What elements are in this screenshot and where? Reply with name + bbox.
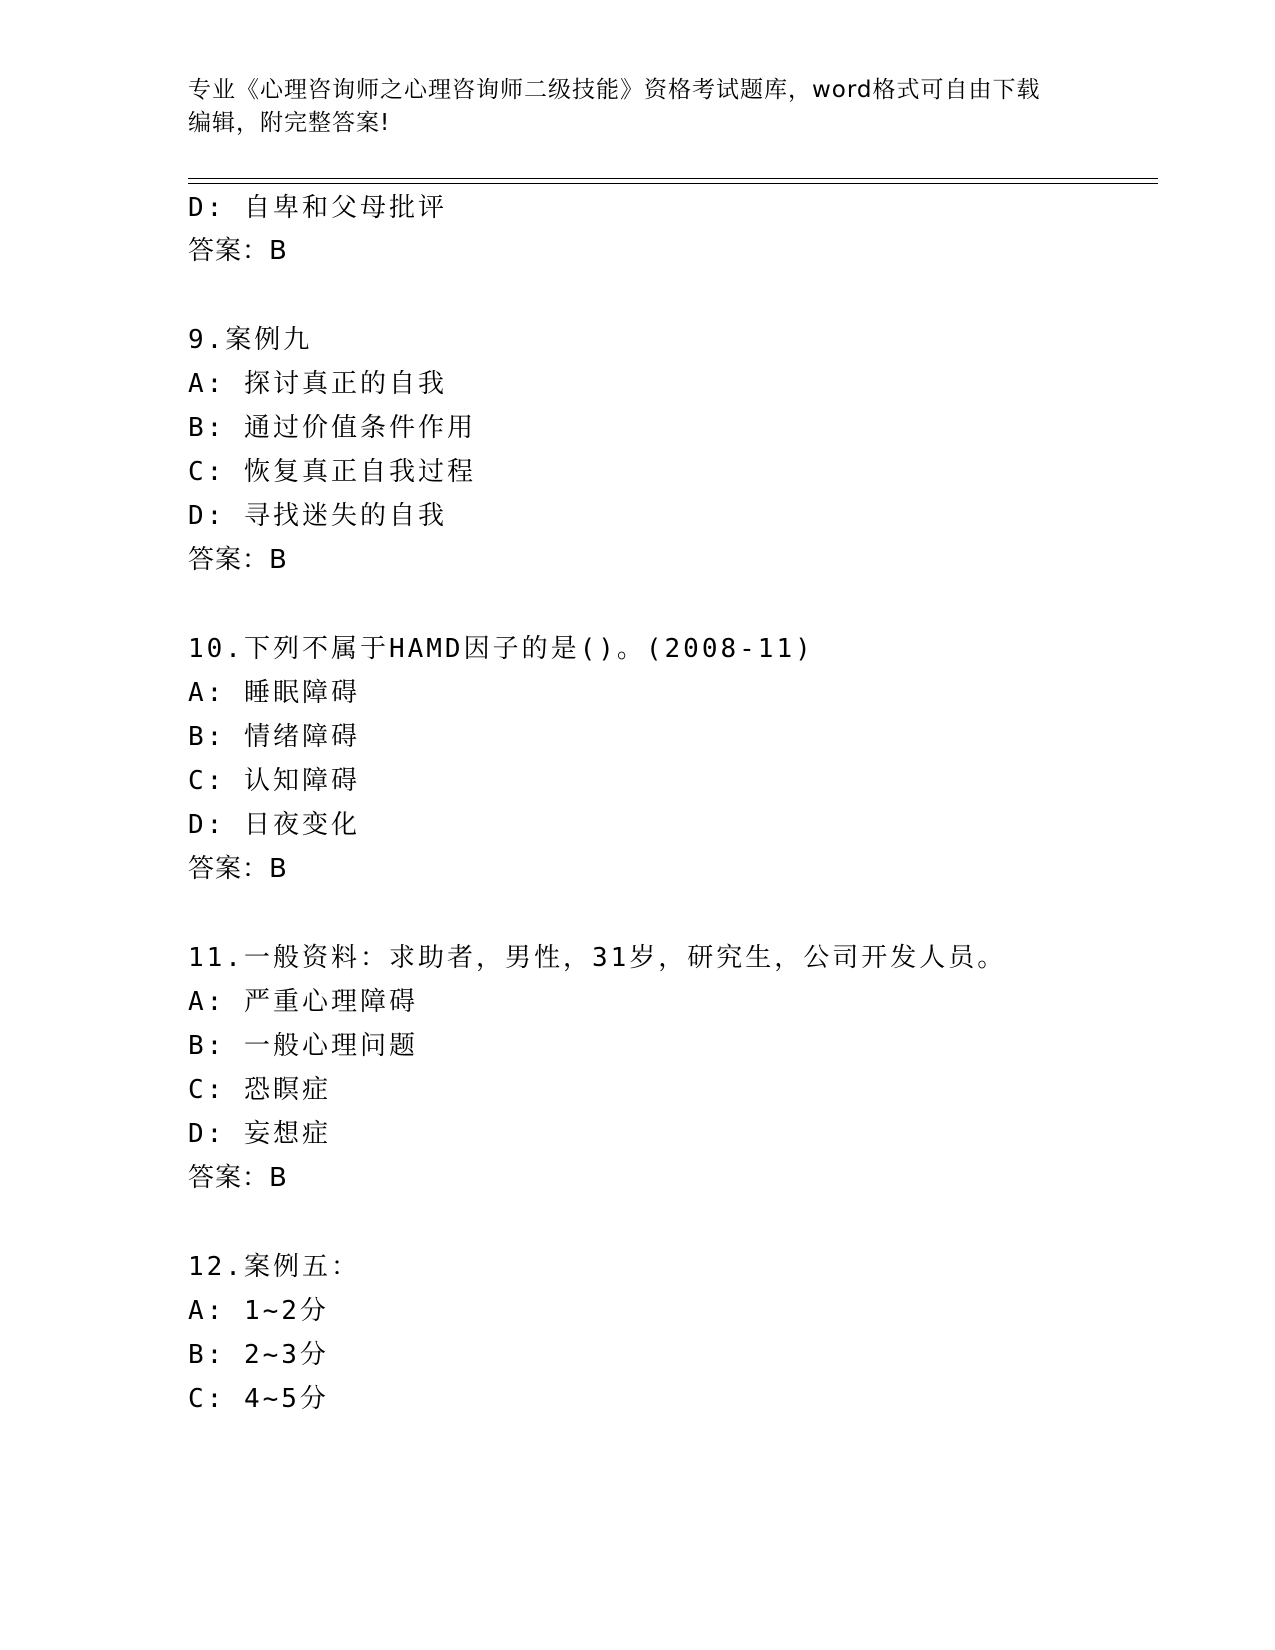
question-stem: 9.案例九: [188, 325, 313, 355]
option-a: A: 1~2分: [188, 1296, 329, 1326]
question-stem: 12.案例五：: [188, 1252, 360, 1282]
header-line-1: 专业《心理咨询师之心理咨询师二级技能》资格考试题库，word格式可自由下载: [188, 77, 1041, 103]
option-d: D: 妄想症: [188, 1119, 331, 1149]
option-d: D: 寻找迷失的自我: [188, 501, 447, 531]
option-b: B: 一般心理问题: [188, 1031, 418, 1061]
header-divider-top: [188, 178, 1158, 179]
option-d: D: 自卑和父母批评: [188, 193, 447, 223]
header-line-2: 编辑，附完整答案!: [188, 110, 391, 136]
header-divider-bottom: [188, 183, 1158, 184]
option-b: B: 2~3分: [188, 1340, 329, 1370]
answer-label: 答案：B: [188, 854, 288, 884]
option-c: C: 4~5分: [188, 1384, 329, 1414]
option-a: A: 严重心理障碍: [188, 987, 418, 1017]
option-a: A: 探讨真正的自我: [188, 369, 447, 399]
question-stem: 10.下列不属于HAMD因子的是()。(2008-11): [188, 634, 814, 664]
option-c: C: 恢复真正自我过程: [188, 457, 476, 487]
option-b: B: 通过价值条件作用: [188, 413, 476, 443]
answer-label: 答案：B: [188, 545, 288, 575]
document-header: [188, 74, 1088, 140]
option-b: B: 情绪障碍: [188, 722, 360, 752]
option-c: C: 认知障碍: [188, 766, 360, 796]
option-c: C: 恐瞑症: [188, 1075, 331, 1105]
answer-label: 答案：B: [188, 1163, 288, 1193]
answer-label: 答案：B: [188, 236, 288, 266]
option-a: A: 睡眠障碍: [188, 678, 360, 708]
option-d: D: 日夜变化: [188, 810, 360, 840]
question-stem: 11.一般资料：求助者，男性，31岁，研究生，公司开发人员。: [188, 943, 1007, 973]
